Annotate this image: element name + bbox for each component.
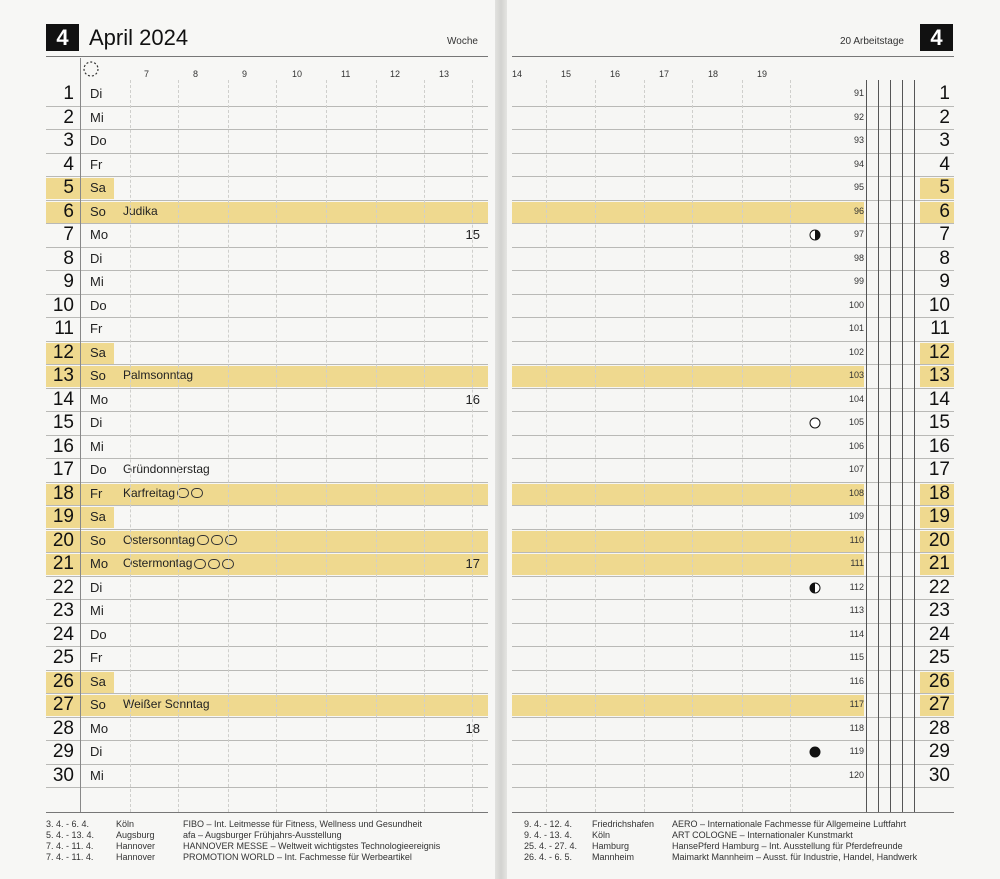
day-of-year: 112 xyxy=(849,581,864,592)
day-number-right: 1 xyxy=(939,83,950,104)
day-number: 11 xyxy=(54,318,74,339)
fair-date: 5. 4. - 13. 4. xyxy=(46,830,95,840)
row-line-left xyxy=(46,576,488,577)
row-line-right xyxy=(512,176,954,177)
holiday-region-icon xyxy=(225,535,237,545)
day-number-right: 2 xyxy=(939,106,950,128)
fair-city: Friedrichshafen xyxy=(592,819,655,829)
row-line-left xyxy=(46,388,488,389)
day-number: 22 xyxy=(52,576,74,598)
fair-city: Köln xyxy=(116,819,135,829)
fair-date: 9. 4. - 13. 4. xyxy=(524,830,573,840)
day-of-year: 97 xyxy=(853,229,864,239)
row-line-left xyxy=(46,294,488,295)
holiday-band-left xyxy=(46,531,488,552)
fair-text: Maimarkt Mannheim – Ausst. für Industrie, Handel, Handwerk xyxy=(672,852,918,862)
day-of-year: 111 xyxy=(850,558,864,568)
day-name: So xyxy=(90,532,106,548)
row-line-left xyxy=(46,458,488,459)
holiday-name: Judika xyxy=(123,203,158,218)
row-line-right xyxy=(512,740,954,741)
day-of-year: 98 xyxy=(853,252,864,263)
row-line-right xyxy=(512,153,954,154)
hour-label-8: 8 xyxy=(193,69,199,79)
day-number-right: 23 xyxy=(928,600,950,621)
day-name: Fr xyxy=(90,650,103,665)
holiday-band-right xyxy=(512,695,864,716)
day-number-right: 9 xyxy=(939,271,950,292)
day-name: Mo xyxy=(90,391,109,407)
day-number-right: 16 xyxy=(928,435,950,457)
day-name: Mi xyxy=(90,767,104,783)
row-line-right xyxy=(512,670,954,671)
day-of-year: 99 xyxy=(853,276,864,286)
day-number-right: 19 xyxy=(928,506,950,527)
day-name: Sa xyxy=(90,180,106,195)
day-number: 21 xyxy=(52,553,74,574)
day-name: Mo xyxy=(90,556,109,571)
row-line-left xyxy=(46,740,488,741)
day-of-year: 91 xyxy=(853,88,864,98)
row-line-right xyxy=(512,505,954,506)
half-hour-guide xyxy=(692,80,693,812)
row-line-right xyxy=(512,341,954,342)
day-of-year: 120 xyxy=(848,769,864,780)
row-line-right xyxy=(512,646,954,647)
hour-label-15: 15 xyxy=(561,69,572,79)
row-line-right xyxy=(512,576,954,577)
day-number-right: 24 xyxy=(928,623,950,645)
day-of-year: 117 xyxy=(849,699,864,709)
hour-label-11: 11 xyxy=(341,69,351,79)
day-number-right: 3 xyxy=(939,130,950,151)
week-number: 17 xyxy=(465,556,480,571)
holiday-band-right xyxy=(512,366,864,387)
row-line-right xyxy=(512,787,954,788)
last-quarter-moon-icon xyxy=(809,229,821,241)
month-title: April 2024 xyxy=(89,25,189,50)
half-hour-guide xyxy=(595,80,596,812)
day-of-year: 101 xyxy=(848,323,864,333)
day-number: 5 xyxy=(63,177,74,198)
week-label: Woche xyxy=(447,36,478,47)
day-number-right: 8 xyxy=(939,247,950,269)
day-number: 7 xyxy=(63,224,74,245)
hour-label-9: 9 xyxy=(242,69,248,79)
fair-city: Augsburg xyxy=(116,830,155,840)
day-name: Do xyxy=(90,462,107,477)
fair-text: afa – Augsburger Frühjahrs-Ausstellung xyxy=(183,830,342,840)
holiday-band-right xyxy=(512,484,864,505)
footer-rule-right xyxy=(512,812,954,813)
day-number: 23 xyxy=(52,600,74,621)
day-number-right: 14 xyxy=(928,388,950,410)
day-number: 20 xyxy=(52,529,74,551)
day-number: 6 xyxy=(63,200,74,222)
holiday-band-left xyxy=(46,202,488,223)
day-number-right: 27 xyxy=(928,694,950,715)
day-name: Do xyxy=(90,626,107,642)
day-number: 16 xyxy=(52,435,74,457)
first-quarter-moon-icon xyxy=(809,582,821,594)
row-line-left xyxy=(46,435,488,436)
row-line-left xyxy=(46,552,488,553)
row-line-left xyxy=(46,623,488,624)
fair-text: ART COLOGNE – Internationaler Kunstmarkt xyxy=(672,830,853,840)
day-of-year: 115 xyxy=(849,652,864,662)
row-line-left xyxy=(46,646,488,647)
row-line-right xyxy=(512,599,954,600)
half-hour-guide xyxy=(376,80,377,812)
row-line-right xyxy=(512,529,954,530)
day-name: So xyxy=(90,203,106,219)
day-name: Di xyxy=(90,744,103,759)
day-of-year: 103 xyxy=(848,370,864,380)
holiday-region-icon xyxy=(211,535,223,545)
half-hour-guide xyxy=(228,80,229,812)
day-name: Fr xyxy=(90,485,103,501)
row-line-right xyxy=(512,552,954,553)
month-number-left: 4 xyxy=(46,24,79,51)
holiday-name: Gründonnerstag xyxy=(123,462,210,476)
day-number-right: 7 xyxy=(939,224,950,245)
day-of-year: 113 xyxy=(849,605,864,615)
footer-rule-left xyxy=(46,812,488,813)
half-hour-guide xyxy=(546,80,547,812)
row-line-right xyxy=(512,693,954,694)
day-number-right: 6 xyxy=(939,200,950,222)
day-name: Mi xyxy=(90,603,104,618)
row-line-right xyxy=(512,458,954,459)
hour-label-12: 12 xyxy=(390,69,401,79)
hour-label-16: 16 xyxy=(610,69,621,79)
day-number: 2 xyxy=(63,106,74,128)
row-line-left xyxy=(46,505,488,506)
half-hour-guide xyxy=(472,80,473,812)
day-name: Fr xyxy=(90,156,103,172)
day-of-year: 95 xyxy=(853,182,864,192)
day-number: 8 xyxy=(63,247,74,269)
day-of-year: 93 xyxy=(853,135,864,145)
holiday-name: Ostermontag xyxy=(123,552,234,575)
fair-date: 9. 4. - 12. 4. xyxy=(524,819,573,829)
day-number-right: 18 xyxy=(928,482,950,504)
checkbox-column-rule xyxy=(902,80,903,812)
day-name: So xyxy=(90,697,106,712)
fair-date: 25. 4. - 27. 4. xyxy=(524,841,578,851)
day-number-right: 12 xyxy=(928,341,950,363)
day-name: Fr xyxy=(90,321,103,336)
holiday-region-icon xyxy=(208,559,220,569)
row-line-left xyxy=(46,317,488,318)
day-of-year: 118 xyxy=(849,722,864,733)
row-line-right xyxy=(512,317,954,318)
row-line-right xyxy=(512,482,954,483)
row-line-right xyxy=(512,435,954,436)
day-name: Mi xyxy=(90,109,104,125)
header-rule-right xyxy=(512,56,954,57)
half-hour-guide xyxy=(742,80,743,812)
row-line-left xyxy=(46,599,488,600)
hour-label-13: 13 xyxy=(439,69,450,79)
holiday-name: Weißer Sonntag xyxy=(123,697,210,711)
day-of-year: 114 xyxy=(849,628,864,639)
day-number: 29 xyxy=(52,741,74,762)
hour-label-14: 14 xyxy=(512,69,523,79)
day-number-right: 15 xyxy=(928,412,950,433)
holiday-band-left xyxy=(46,554,488,575)
row-line-left xyxy=(46,787,488,788)
day-of-year: 107 xyxy=(848,464,864,474)
half-hour-guide xyxy=(644,80,645,812)
day-number: 10 xyxy=(52,294,74,316)
day-number-right: 5 xyxy=(939,177,950,198)
day-name: Di xyxy=(90,86,103,101)
day-number: 18 xyxy=(52,482,74,504)
day-number-right: 30 xyxy=(928,764,950,786)
row-line-right xyxy=(512,247,954,248)
full-moon-icon xyxy=(809,746,821,758)
day-name: Mo xyxy=(90,720,109,736)
row-line-left xyxy=(46,153,488,154)
row-line-right xyxy=(512,717,954,718)
day-of-year: 116 xyxy=(849,675,864,686)
day-number-right: 25 xyxy=(928,647,950,668)
day-number: 30 xyxy=(52,764,74,786)
half-hour-guide xyxy=(178,80,179,812)
fair-city: Hannover xyxy=(116,852,156,862)
row-line-right xyxy=(512,223,954,224)
half-hour-guide xyxy=(276,80,277,812)
fair-date: 7. 4. - 11. 4. xyxy=(46,841,94,851)
binding-gutter xyxy=(495,0,507,879)
fair-city: Mannheim xyxy=(592,852,635,862)
day-of-year: 94 xyxy=(853,158,864,169)
holiday-band-left xyxy=(46,695,488,716)
month-number-right: 4 xyxy=(920,24,953,51)
half-hour-guide xyxy=(424,80,425,812)
day-of-year: 105 xyxy=(848,417,864,427)
day-number: 27 xyxy=(52,694,74,715)
checkbox-column-rule xyxy=(890,80,891,812)
fair-text: HansePferd Hamburg – Int. Ausstellung für Pferdefreunde xyxy=(672,841,903,851)
row-line-left xyxy=(46,176,488,177)
holiday-name: Palmsonntag xyxy=(123,368,194,382)
day-number: 25 xyxy=(52,647,74,668)
day-number-right: 29 xyxy=(928,741,950,762)
hour-label-17: 17 xyxy=(659,69,670,79)
day-number-right: 11 xyxy=(930,318,950,339)
row-line-left xyxy=(46,482,488,483)
day-number-right: 21 xyxy=(928,553,950,574)
row-line-right xyxy=(512,388,954,389)
new-moon-icon xyxy=(809,417,821,429)
day-of-year: 109 xyxy=(848,511,864,521)
day-name: So xyxy=(90,368,106,383)
day-number: 19 xyxy=(52,506,74,527)
row-line-right xyxy=(512,623,954,624)
row-line-left xyxy=(46,341,488,342)
row-line-left xyxy=(46,529,488,530)
day-number-right: 26 xyxy=(928,670,950,692)
checkbox-column-rule xyxy=(866,80,867,812)
day-number: 17 xyxy=(52,459,74,480)
day-name: Mi xyxy=(90,438,104,454)
day-of-year: 108 xyxy=(848,487,864,498)
fair-text: AERO – Internationale Fachmesse für Allgemeine Luftfahrt xyxy=(672,819,907,829)
day-of-year: 110 xyxy=(849,534,864,545)
row-line-right xyxy=(512,270,954,271)
holiday-band-left xyxy=(46,484,488,505)
row-line-left xyxy=(46,411,488,412)
day-number: 14 xyxy=(52,388,74,410)
workdays-label: 20 Arbeitstage xyxy=(840,36,904,47)
day-name: Sa xyxy=(90,673,106,689)
day-of-year: 100 xyxy=(848,299,864,310)
fair-text: PROMOTION WORLD – Int. Fachmesse für Werbeartikel xyxy=(183,852,412,862)
row-line-right xyxy=(512,106,954,107)
day-name: Sa xyxy=(90,509,106,524)
day-name: Do xyxy=(90,133,107,148)
holiday-band-right xyxy=(512,531,864,552)
day-name: Sa xyxy=(90,344,106,360)
row-line-left xyxy=(46,364,488,365)
row-line-left xyxy=(46,270,488,271)
day-name: Mo xyxy=(90,227,109,242)
fair-city: Hamburg xyxy=(592,841,630,851)
holiday-band-right xyxy=(512,554,864,575)
row-line-left xyxy=(46,200,488,201)
day-number: 9 xyxy=(63,271,74,292)
row-line-left xyxy=(46,693,488,694)
week-number: 15 xyxy=(465,227,480,242)
day-number-right: 10 xyxy=(928,294,950,316)
day-of-year: 96 xyxy=(853,205,864,216)
fair-city: Köln xyxy=(592,830,611,840)
holiday-region-icon xyxy=(191,488,203,498)
row-line-left xyxy=(46,764,488,765)
fair-date: 7. 4. - 11. 4. xyxy=(46,852,94,862)
day-number-right: 17 xyxy=(928,459,950,480)
header-rule-left xyxy=(46,56,488,57)
holiday-band-right xyxy=(512,202,864,223)
row-line-left xyxy=(46,670,488,671)
day-number-right: 4 xyxy=(939,153,950,175)
sun-icon xyxy=(82,60,100,78)
day-number: 4 xyxy=(63,153,74,175)
day-number: 28 xyxy=(52,717,74,739)
day-number-right: 13 xyxy=(928,365,950,386)
day-of-year: 104 xyxy=(848,393,864,404)
day-name: Di xyxy=(90,415,103,430)
day-number-right: 20 xyxy=(928,529,950,551)
row-line-right xyxy=(512,364,954,365)
row-line-right xyxy=(512,129,954,130)
half-hour-guide xyxy=(790,80,791,812)
day-number: 12 xyxy=(52,341,74,363)
day-name: Mi xyxy=(90,274,104,289)
day-of-year: 119 xyxy=(849,746,864,756)
holiday-band-left xyxy=(46,366,488,387)
day-number: 15 xyxy=(52,412,74,433)
week-number: 16 xyxy=(465,391,480,407)
day-name: Di xyxy=(90,250,103,266)
day-number: 24 xyxy=(52,623,74,645)
checkbox-column-rule xyxy=(914,80,915,812)
fair-text: FIBO – Int. Leitmesse für Fitness, Wellness und Gesundheit xyxy=(183,819,422,829)
half-hour-guide xyxy=(326,80,327,812)
holiday-name: Karfreitag xyxy=(123,482,203,505)
fair-city: Hannover xyxy=(116,841,156,851)
day-number: 3 xyxy=(63,130,74,151)
half-hour-guide xyxy=(130,80,131,812)
row-line-left xyxy=(46,106,488,107)
day-number: 13 xyxy=(52,365,74,386)
row-line-left xyxy=(46,717,488,718)
row-line-right xyxy=(512,200,954,201)
fair-text: HANNOVER MESSE – Weltweit wichtigstes Technologieereignis xyxy=(183,841,441,851)
checkbox-column-rule xyxy=(878,80,879,812)
row-line-right xyxy=(512,411,954,412)
day-name: Do xyxy=(90,297,107,313)
hour-label-19: 19 xyxy=(757,69,768,79)
row-line-right xyxy=(512,764,954,765)
holiday-region-icon xyxy=(197,535,209,545)
fair-date: 26. 4. - 6. 5. xyxy=(524,852,573,862)
day-number: 26 xyxy=(52,670,74,692)
hour-label-10: 10 xyxy=(292,69,303,79)
hour-label-18: 18 xyxy=(708,69,719,79)
row-line-left xyxy=(46,247,488,248)
left-page xyxy=(0,0,497,879)
holiday-region-icon xyxy=(194,559,206,569)
row-line-left xyxy=(46,129,488,130)
week-number: 18 xyxy=(465,720,480,736)
day-of-year: 92 xyxy=(853,111,864,122)
hour-label-7: 7 xyxy=(144,69,150,79)
day-number: 1 xyxy=(63,83,74,104)
day-number-right: 22 xyxy=(928,576,950,598)
date-column-rule xyxy=(80,58,81,812)
day-number-right: 28 xyxy=(928,717,950,739)
day-name: Di xyxy=(90,579,103,595)
fair-date: 3. 4. - 6. 4. xyxy=(46,819,90,829)
row-line-left xyxy=(46,223,488,224)
row-line-right xyxy=(512,294,954,295)
day-of-year: 106 xyxy=(848,440,864,451)
holiday-name: Ostersonntag xyxy=(123,529,237,552)
day-of-year: 102 xyxy=(848,346,864,357)
